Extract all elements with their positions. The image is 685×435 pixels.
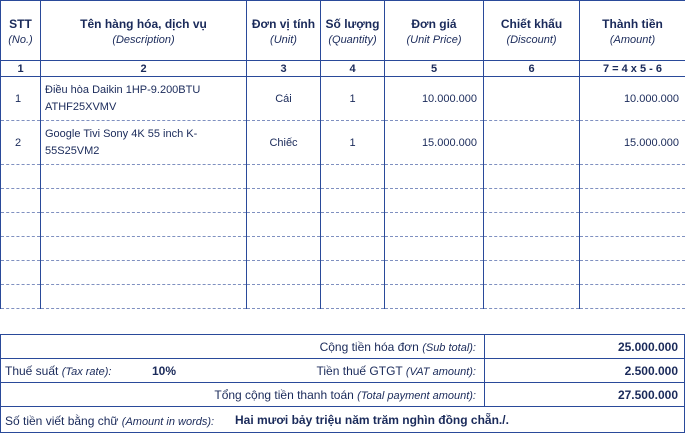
row-quantity: 1	[321, 77, 385, 121]
empty-row	[1, 237, 685, 261]
empty-row	[1, 165, 685, 189]
row-unit: Cái	[247, 77, 321, 121]
row-unit: Chiếc	[247, 121, 321, 165]
amount-in-words-label: Số tiền viết bằng chữ (Amount in words):	[5, 414, 215, 428]
empty-row	[1, 261, 685, 285]
column-header-no: STT (No.)	[1, 1, 41, 61]
row-discount	[484, 77, 580, 121]
row-quantity: 1	[321, 121, 385, 165]
column-number: 7 = 4 x 5 - 6	[580, 61, 685, 77]
column-header-amount: Thành tiền (Amount)	[580, 1, 685, 61]
total-label: Tổng cộng tiền thanh toán (Total payment amount):	[214, 388, 476, 402]
row-no: 2	[1, 121, 41, 165]
subtotal-row	[0, 334, 685, 358]
subtotal-label: Cộng tiền hóa đơn (Sub total):	[319, 340, 476, 354]
empty-row	[1, 285, 685, 309]
column-number: 4	[321, 61, 385, 77]
column-header-quantity: Số lượng (Quantity)	[321, 1, 385, 61]
vat-label: Tiền thuế GTGT (VAT amount):	[316, 364, 476, 378]
column-number: 1	[1, 61, 41, 77]
row-unit-price: 15.000.000	[385, 121, 484, 165]
vat-row	[0, 358, 685, 382]
row-no: 1	[1, 77, 41, 121]
column-header-unit-price: Đơn giá (Unit Price)	[385, 1, 484, 61]
tax-rate-label: Thuế suất (Tax rate):	[5, 364, 112, 378]
tax-rate-value: 10%	[152, 364, 177, 378]
column-number: 3	[247, 61, 321, 77]
row-description: Google Tivi Sony 4K 55 inch K-55S25VM2	[41, 121, 247, 165]
column-number: 2	[41, 61, 247, 77]
empty-row	[1, 213, 685, 237]
table-header-row	[1, 1, 685, 61]
total-value: 27.500.000	[484, 383, 684, 406]
table-row	[1, 77, 685, 121]
amount-in-words-row	[0, 406, 685, 433]
row-amount: 15.000.000	[580, 121, 685, 165]
subtotal-value: 25.000.000	[484, 335, 684, 358]
column-number-row	[1, 61, 685, 77]
amount-in-words-value: Hai mươi bảy triệu năm trăm nghìn đồng chẵn./.	[235, 413, 509, 427]
column-number: 5	[385, 61, 484, 77]
empty-row	[1, 189, 685, 213]
row-amount: 10.000.000	[580, 77, 685, 121]
column-number: 6	[484, 61, 580, 77]
table-row	[1, 121, 685, 165]
column-header-unit: Đơn vị tính (Unit)	[247, 1, 321, 61]
column-header-discount: Chiết khấu (Discount)	[484, 1, 580, 61]
row-description: Điều hòa Daikin 1HP-9.200BTU ATHF25XVMV	[41, 77, 247, 121]
column-header-description: Tên hàng hóa, dịch vụ (Description)	[41, 1, 247, 61]
vat-value: 2.500.000	[484, 359, 684, 382]
invoice-summary	[0, 334, 685, 433]
row-unit-price: 10.000.000	[385, 77, 484, 121]
total-row	[0, 382, 685, 406]
row-discount	[484, 121, 580, 165]
